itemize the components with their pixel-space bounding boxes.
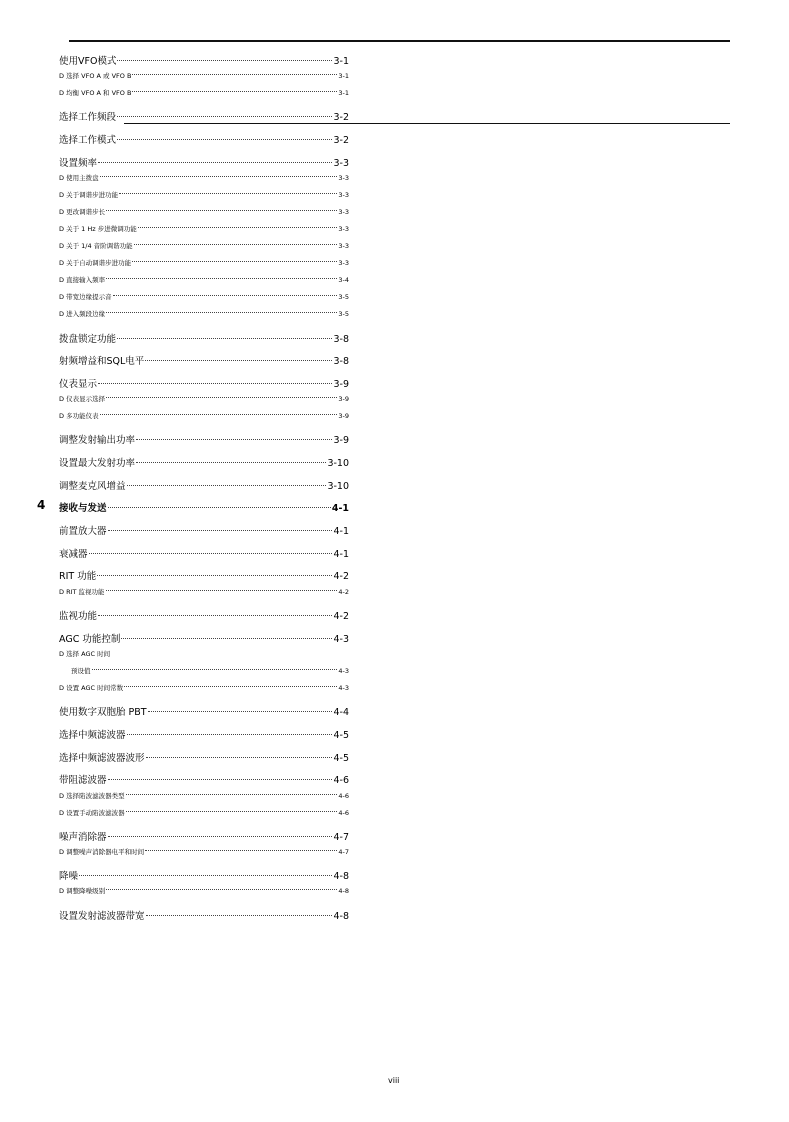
toc-entry[interactable] [59, 331, 349, 345]
toc-entry-title: 衰减器 [59, 549, 88, 560]
toc-entry[interactable] [59, 241, 349, 250]
toc-entry-page: 3-9 [338, 412, 349, 420]
toc-entry-title: D 关于自动调谐步进功能 [59, 259, 132, 267]
toc-entry-title: 调整麦克风增益 [59, 481, 126, 492]
toc-entry-title: D 关于调谐步进功能 [59, 191, 119, 199]
toc-entry-page: 3-5 [338, 310, 349, 318]
toc-entry-page: 4-6 [333, 775, 349, 786]
toc-entry-page: 3-3 [338, 259, 349, 267]
dot-leader [117, 60, 332, 61]
toc-entry-title: 降噪 [59, 871, 79, 882]
toc-entry-title: D RIT 监视功能 [59, 588, 105, 596]
toc-entry-page: 4-6 [338, 792, 349, 800]
toc-entry-page: 3-3 [338, 225, 349, 233]
toc-entry[interactable] [59, 376, 349, 390]
toc-entry-title: D 带宽边缘提示音 [59, 293, 112, 301]
toc-entry-page: 4-3 [333, 634, 349, 645]
toc-entry-page: 3-10 [327, 481, 349, 492]
dot-leader [106, 889, 337, 890]
dot-leader [100, 176, 338, 177]
toc-entry-title: D 选择 AGC 时间 [59, 650, 111, 658]
toc-entry[interactable] [59, 109, 349, 123]
toc-entry-page: 4-2 [338, 588, 349, 596]
toc-entry-page: 3-9 [333, 435, 349, 446]
dot-leader [136, 462, 326, 463]
toc-entry[interactable] [59, 173, 349, 182]
toc-entry-page: 3-3 [338, 208, 349, 216]
toc-entry[interactable] [59, 132, 349, 146]
toc-entry-title: D 直接输入频率 [59, 276, 106, 284]
toc-entry[interactable] [59, 411, 349, 420]
toc-entry[interactable] [59, 224, 349, 233]
dot-leader [106, 278, 337, 279]
dot-leader [100, 414, 338, 415]
toc-entry-title: D 关于 1 Hz 步进微调功能 [59, 225, 137, 233]
dot-leader [127, 734, 333, 735]
dot-leader [108, 779, 333, 780]
toc-entry-page: 3-8 [333, 334, 349, 345]
toc-entry-page: 3-1 [338, 89, 349, 97]
toc-entry[interactable] [59, 886, 349, 895]
dot-leader [106, 312, 337, 313]
toc-entry-page: 4-5 [333, 730, 349, 741]
dot-leader [127, 485, 327, 486]
toc-entry[interactable] [59, 500, 349, 514]
toc-entry-page: 3-9 [333, 379, 349, 390]
toc-entry[interactable] [59, 908, 349, 922]
dot-leader [146, 757, 333, 758]
toc-entry-page: 3-3 [338, 174, 349, 182]
dot-leader [108, 530, 333, 531]
toc-entry-page: 3-2 [333, 112, 349, 123]
toc-entry[interactable] [59, 704, 349, 718]
toc-entry-title: D 选择陷波滤波器类型 [59, 792, 125, 800]
toc-entry-title: D 调整噪声消除器电平和时间 [59, 848, 145, 856]
toc-entry[interactable] [71, 666, 349, 675]
toc-entry-title: RIT 功能 [59, 571, 97, 582]
toc-entry-title: 设置最大发射功率 [59, 458, 136, 469]
toc-entry-title: 拨盘锁定功能 [59, 334, 117, 345]
toc-entry-title: D 进入频段边缘 [59, 310, 106, 318]
toc-entry-page: 4-8 [333, 871, 349, 882]
toc-entry-title: 使用数字双胞胎 PBT [59, 707, 147, 718]
toc-entry-title: D 均衡 VFO A 和 VFO B [59, 89, 132, 97]
toc-entry-title: 仪表显示 [59, 379, 98, 390]
dot-leader [108, 507, 331, 508]
toc-entry-page: 3-3 [338, 191, 349, 199]
dot-leader [138, 227, 338, 228]
toc-entry-page: 3-1 [333, 56, 349, 67]
toc-entry-title: D 选择 VFO A 或 VFO B [59, 72, 132, 80]
dot-leader [132, 74, 337, 75]
toc-entry-page: 4-4 [333, 707, 349, 718]
toc-entry-title: 设置发射滤波器带宽 [59, 911, 145, 922]
toc-entry[interactable] [59, 649, 349, 658]
toc-entry-title: D 仪表显示选择 [59, 395, 106, 403]
dot-leader [134, 244, 338, 245]
dot-leader [117, 338, 332, 339]
dot-leader [79, 875, 332, 876]
toc-entry[interactable] [59, 631, 349, 645]
toc-entry-title: AGC 功能控制 [59, 634, 121, 645]
toc-entry-page: 4-7 [333, 832, 349, 843]
toc-entry-title: 使用VFO模式 [59, 56, 117, 67]
toc-entry[interactable] [59, 829, 349, 843]
toc-entry-title: 噪声消除器 [59, 832, 107, 843]
dot-leader [126, 794, 338, 795]
dot-leader [119, 193, 337, 194]
toc-entry-page: 4-5 [333, 753, 349, 764]
toc-entry[interactable] [59, 868, 349, 882]
toc-entry[interactable] [59, 71, 349, 80]
toc-entry[interactable] [59, 394, 349, 403]
dot-leader [132, 261, 337, 262]
toc-entry[interactable] [59, 88, 349, 97]
toc-entry-title: 选择中频滤波器 [59, 730, 126, 741]
toc-entry-title: 选择工作频段 [59, 112, 117, 123]
toc-entry[interactable] [59, 309, 349, 318]
page-number: viii [388, 1076, 400, 1085]
toc-entry-page: 4-2 [333, 571, 349, 582]
toc-entry[interactable] [59, 791, 349, 800]
toc-entry[interactable] [59, 478, 349, 492]
toc-entry[interactable] [59, 155, 349, 169]
toc-entry[interactable] [59, 727, 349, 741]
toc-entry-page: 4-1 [333, 526, 349, 537]
toc-entry-page: 3-8 [333, 356, 349, 367]
toc-entry[interactable] [59, 258, 349, 267]
toc-entry-title: D 调整降噪级别 [59, 887, 106, 895]
toc-entry[interactable] [59, 772, 349, 786]
toc-entry-page: 4-2 [333, 611, 349, 622]
toc-entry[interactable] [59, 683, 349, 692]
dot-leader [136, 439, 332, 440]
dot-leader [132, 91, 337, 92]
toc-entry-page: 4-1 [331, 503, 349, 514]
toc-entry-title: D 设置手动陷波滤波器 [59, 809, 125, 817]
dot-leader [126, 811, 338, 812]
toc-entry[interactable] [59, 432, 349, 446]
toc-entry[interactable] [59, 808, 349, 817]
toc-entry-page: 4-7 [338, 848, 349, 856]
dot-leader [124, 686, 337, 687]
toc-entry-title: 接收与发送 [59, 503, 107, 514]
toc-entry-title: 前置放大器 [59, 526, 107, 537]
toc-entry-page: 4-8 [338, 887, 349, 895]
toc-entry-title: 设置频率 [59, 158, 98, 169]
toc-entry-page: 3-3 [338, 242, 349, 250]
toc-entry[interactable] [59, 587, 349, 596]
toc-entry-title: D 使用主拨盘 [59, 174, 99, 182]
dot-leader [98, 162, 332, 163]
toc-entry-page: 4-3 [338, 667, 349, 675]
toc-entry[interactable] [59, 53, 349, 67]
dot-leader [117, 116, 332, 117]
toc-entry[interactable] [59, 190, 349, 199]
toc-entry[interactable] [59, 275, 349, 284]
toc-entry[interactable] [59, 546, 349, 560]
toc-entry-page: 4-6 [338, 809, 349, 817]
toc-entry-page: 3-9 [338, 395, 349, 403]
dot-leader [117, 139, 332, 140]
toc-entry-page: 3-5 [338, 293, 349, 301]
toc-entry[interactable] [59, 455, 349, 469]
toc-entry-page: 4-3 [338, 684, 349, 692]
toc-entry-page: 3-3 [333, 158, 349, 169]
toc-entry-title: 射频增益和SQL电平 [59, 356, 145, 367]
dot-leader [98, 615, 332, 616]
toc-entry-title: 带阻滤波器 [59, 775, 107, 786]
toc-entry-page: 3-10 [327, 458, 349, 469]
toc-entry-title: D 设置 AGC 时间常数 [59, 684, 124, 692]
dot-leader [145, 360, 332, 361]
toc-entry-title: D 关于 1/4 音阶调谐功能 [59, 242, 133, 250]
toc-entry-title: 调整发射输出功率 [59, 435, 136, 446]
dot-leader [145, 850, 337, 851]
dot-leader [106, 397, 337, 398]
toc-entry-page: 3-2 [333, 135, 349, 146]
toc-entry[interactable] [59, 523, 349, 537]
toc-entry-title: D 更改调谐步长 [59, 208, 106, 216]
toc-entry-page: 3-4 [338, 276, 349, 284]
dot-leader [106, 590, 338, 591]
dot-leader [97, 575, 332, 576]
toc-entry[interactable] [59, 750, 349, 764]
toc-entry-page: 3-1 [338, 72, 349, 80]
dot-leader [113, 295, 338, 296]
toc-entry-title: 选择工作模式 [59, 135, 117, 146]
dot-leader [108, 836, 333, 837]
toc-entry-title: 监视功能 [59, 611, 98, 622]
toc-entry[interactable] [59, 847, 349, 856]
toc-entry[interactable] [59, 568, 349, 582]
toc-entry[interactable] [59, 608, 349, 622]
toc-entry-page: 4-8 [333, 911, 349, 922]
dot-leader [106, 210, 337, 211]
toc-entry[interactable] [59, 353, 349, 367]
dot-leader [148, 711, 333, 712]
toc-entry-title: 选择中频滤波器波形 [59, 753, 145, 764]
toc-entry-title: 预设值 [71, 667, 91, 675]
toc-entry-title: D 多功能仪表 [59, 412, 99, 420]
dot-leader [92, 669, 338, 670]
dot-leader [146, 915, 333, 916]
toc-entry-page: 4-1 [333, 549, 349, 560]
toc-entry[interactable] [59, 207, 349, 216]
toc-entry[interactable] [59, 292, 349, 301]
dot-leader [89, 553, 333, 554]
chapter-number: 4 [37, 498, 46, 512]
dot-leader [98, 383, 332, 384]
dot-leader [121, 638, 332, 639]
